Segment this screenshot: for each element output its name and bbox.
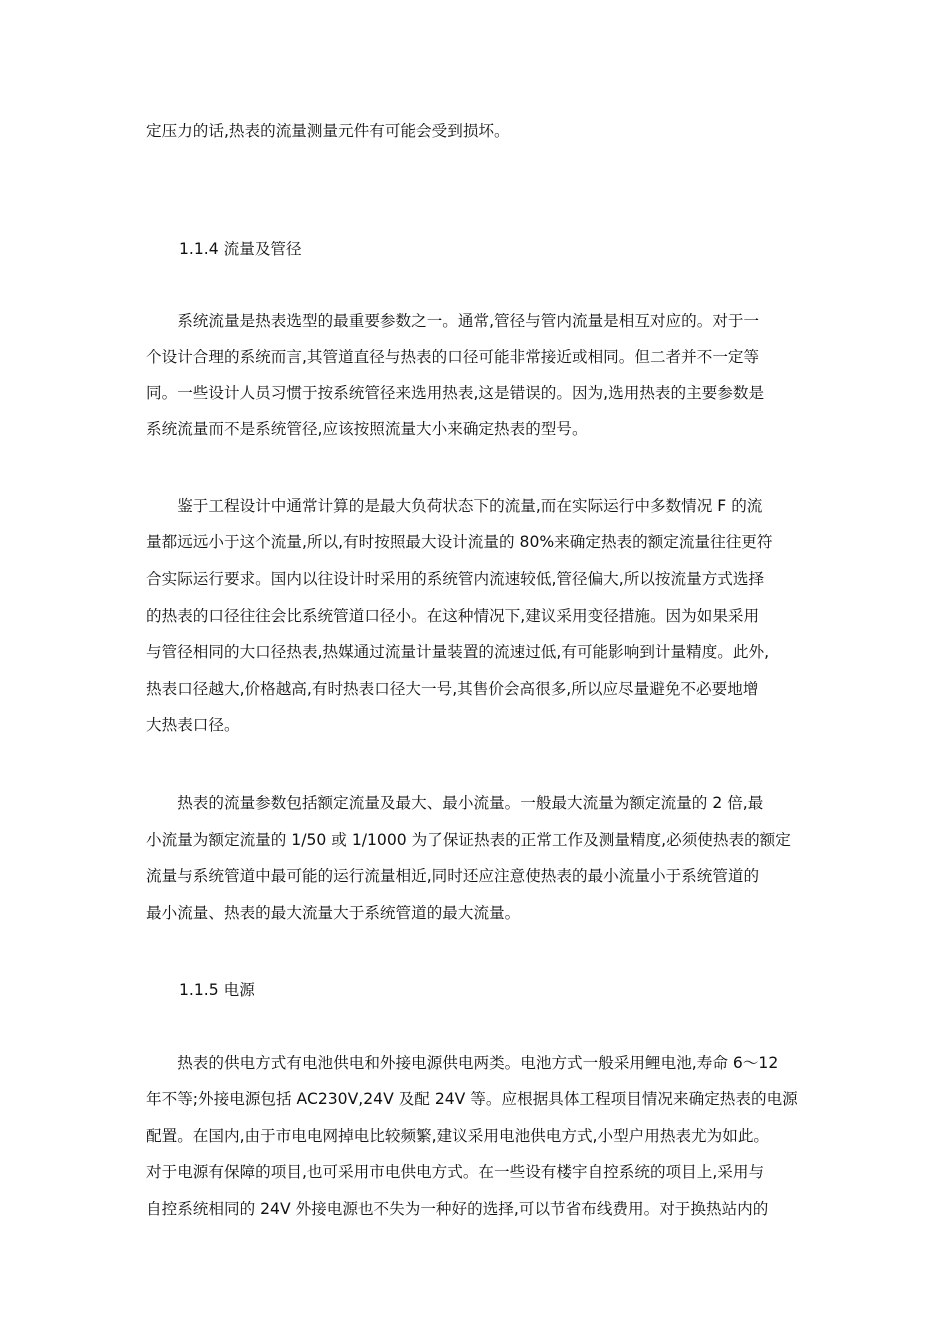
paragraph-line: 大热表口径。 [146,716,240,734]
paragraph-line: 年不等;外接电源包括 AC230V,24V 及配 24V 等。应根据具体工程项目情况来确定热表的电源 [146,1090,798,1108]
paragraph-line: 量都远远小于这个流量,所以,有时按照最大设计流量的 80%来确定热表的额定流量往往更符 [146,533,773,551]
paragraph-line: 自控系统相同的 24V 外接电源也不失为一种好的选择,可以节省布线费用。对于换热站内的 [146,1200,769,1218]
paragraph-line: 配置。在国内,由于市电电网掉电比较频繁,建议采用电池供电方式,小型户用热表尤为如此。 [146,1127,770,1145]
paragraph-line: 热表的供电方式有电池供电和外接电源供电两类。电池方式一般采用鲤电池,寿命 6～12 [146,1054,779,1072]
paragraph-line: 最小流量、热表的最大流量大于系统管道的最大流量。 [146,904,521,922]
paragraph-line: 合实际运行要求。国内以往设计时采用的系统管内流速较低,管径偏大,所以按流量方式选择 [146,570,765,588]
paragraph-line: 与管径相同的大口径热表,热媒通过流量计量装置的流速过低,有可能影响到计量精度。此外, [146,643,770,661]
paragraph-line: 的热表的口径往往会比系统管道口径小。在这种情况下,建议采用变径措施。因为如果采用 [146,607,760,625]
paragraph-line: 系统流量是热表选型的最重要参数之一。通常,管径与管内流量是相互对应的。对于一 [146,312,760,330]
paragraph-line: 热表口径越大,价格越高,有时热表口径大一号,其售价会高很多,所以应尽量避免不必要地增 [146,680,759,698]
paragraph-line: 对于电源有保障的项目,也可采用市电供电方式。在一些设有楼宇自控系统的项目上,采用与 [146,1163,765,1181]
section-heading: 1.1.4 流量及管径 [179,240,302,258]
paragraph-line: 定压力的话,热表的流量测量元件有可能会受到损坏。 [146,122,510,140]
paragraph-line: 同。一些设计人员习惯于按系统管径来选用热表,这是错误的。因为,选用热表的主要参数是 [146,384,765,402]
paragraph-line: 流量与系统管道中最可能的运行流量相近,同时还应注意使热表的最小流量小于系统管道的 [146,867,760,885]
paragraph-line: 小流量为额定流量的 1/50 或 1/1000 为了保证热表的正常工作及测量精度,必须使热表的额定 [146,831,791,849]
paragraph-line: 个设计合理的系统而言,其管道直径与热表的口径可能非常接近或相同。但二者并不一定等 [146,348,760,366]
paragraph-line: 热表的流量参数包括额定流量及最大、最小流量。一般最大流量为额定流量的 2 倍,最 [146,794,764,812]
paragraph-line: 系统流量而不是系统管径,应该按照流量大小来确定热表的型号。 [146,420,588,438]
section-heading: 1.1.5 电源 [179,981,255,999]
paragraph-line: 鉴于工程设计中通常计算的是最大负荷状态下的流量,而在实际运行中多数情况 F 的流 [146,497,763,515]
